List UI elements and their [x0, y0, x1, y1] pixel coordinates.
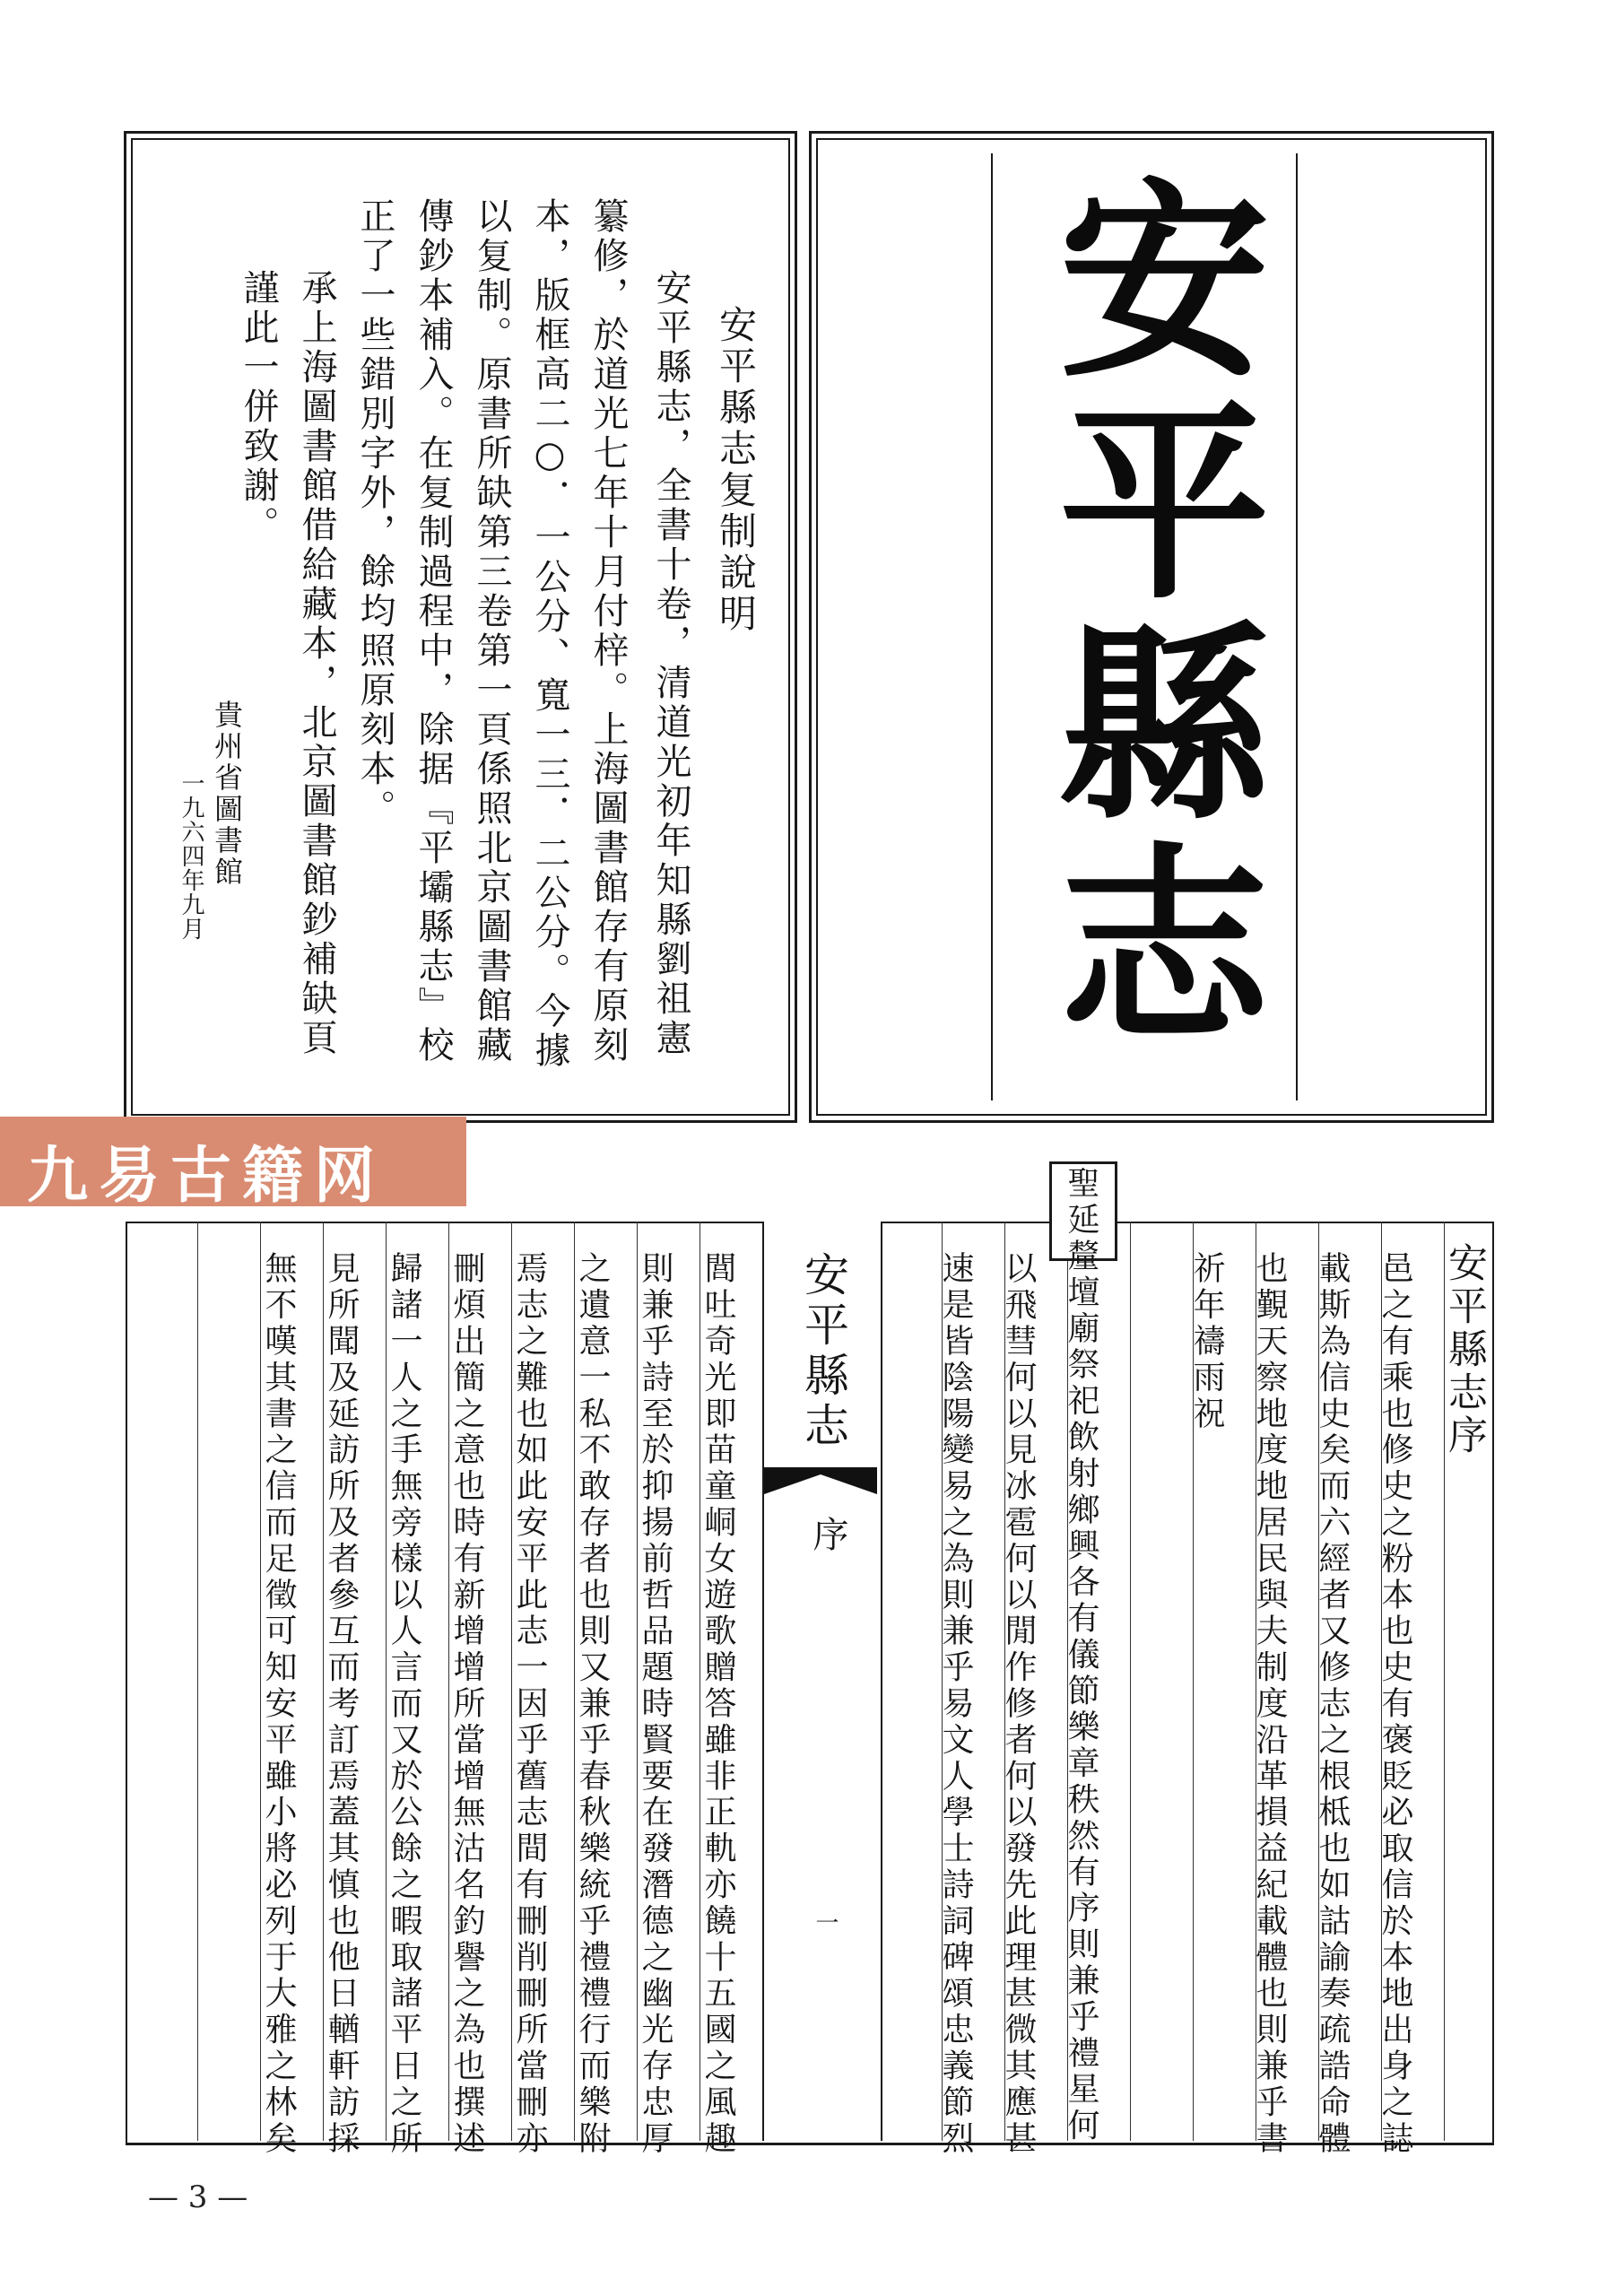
preface-column: 也覲天察地度地居民與夫制度沿革損益紀載體也則兼乎書 — [1251, 1251, 1288, 2157]
preface-column: 刪煩出簡之意也時有新增增所當增無沽名釣譽之為也撰述 — [448, 1251, 485, 2157]
preface-column: 焉志之難也如此安平此志一因乎舊志間有刪削刪所當刪亦 — [511, 1251, 548, 2157]
spine-title: 安平縣志 — [797, 1251, 849, 1452]
column-rule — [1130, 1222, 1131, 2141]
cover-rule-right — [1296, 153, 1298, 1100]
note-column-3: 以复制。原書所缺第三卷第一頁係照北京圖書館藏 — [471, 197, 512, 1065]
preface-column: 歸諸一人之手無旁樣以人言而又於公餘之暇取諸平日之所 — [386, 1251, 422, 2157]
note-column-1: 纂修，於道光七年十月付梓。上海圖書館存有原刻 — [587, 197, 629, 1065]
note-title: 安平縣志复制說明 — [714, 305, 758, 635]
preface-column: 速是皆陰陽變易之為則兼乎易文人學士詩詞碑頌忠義節烈 — [937, 1251, 974, 2157]
preface-column: 邑之有乘也修史之粉本也史有褒貶必取信於本地出身之誌 — [1377, 1251, 1413, 2157]
watermark-text: 九易古籍网 — [27, 1140, 387, 1212]
preface-column: 無不嘆其書之信而足徵可知安平雖小將必列于大雅之林矣 — [260, 1251, 297, 2157]
preface-column: 以飛彗何以見冰雹何以閒作修者何以發先此理甚微其應甚 — [1000, 1251, 1037, 2157]
preface-title: 安平縣志序 — [1441, 1242, 1487, 1457]
watermark-banner — [0, 1117, 466, 1212]
preface-column: 載斯為信史矣而六經者又修志之根柢也如詁諭奏疏誥命體 — [1314, 1251, 1351, 2157]
cover-title: 安平縣志 — [1024, 170, 1272, 1057]
column-rule — [197, 1222, 198, 2141]
preface-column: 聖延釐壇廟祭祀飲射鄉興各有儀節樂章秩然有序則兼乎禮星何 — [1063, 1166, 1099, 2144]
note-column-2: 本，版框高二○．一公分、寬一三．二公分。今據 — [529, 197, 570, 1071]
note-first-line: 安平縣志，全書十卷，清道光初年知縣劉祖憲 — [650, 269, 691, 1058]
note-column-4: 傳鈔本補入。在复制過程中，除据『平壩縣志』校 — [413, 197, 454, 1065]
preface-column: 閭吐奇光即苗童峒女遊歌贈答雖非正軌亦饒十五國之風趣 — [700, 1251, 736, 2157]
note-column-7: 謹此一併致謝。 — [238, 269, 279, 545]
note-column-6: 承上海圖書館借給藏本，北京圖書館鈔補缺頁 — [296, 269, 337, 1058]
preface-column: 祈年禱雨祝 — [1188, 1251, 1225, 1432]
note-column-5: 正了一些錯別字外，餘均照原刻本。 — [354, 197, 395, 829]
spine-section: 序 — [807, 1516, 848, 1552]
preface-column: 見所聞及延訪所及者參互而考訂焉蓋其慎也他日輶軒訪採 — [323, 1251, 360, 2157]
spine-page-number: 一 — [812, 1910, 839, 1934]
note-signature-date: 一九六四年九月 — [178, 771, 204, 941]
preface-column: 則兼乎詩至於抑揚前哲品題時賢要在發潛德之幽光存忠厚 — [637, 1251, 673, 2157]
fish-tail-mark — [764, 1467, 877, 1494]
note-signature-org: 貴州省圖書館 — [210, 700, 244, 888]
page-number: — 3 — — [148, 2179, 248, 2215]
preface-column: 之遺意一私不敢存者也則又兼乎春秋樂統乎禮禮行而樂附 — [574, 1251, 611, 2157]
cover-rule-left — [991, 153, 993, 1100]
